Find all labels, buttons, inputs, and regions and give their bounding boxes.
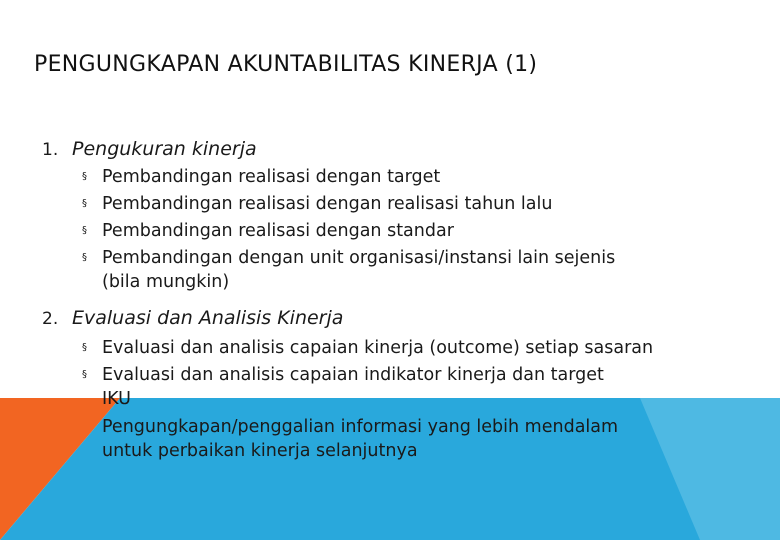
bullet-icon: § <box>82 342 87 353</box>
list-item-continuation: untuk perbaikan kinerja selanjutnya <box>102 441 418 461</box>
section-1-number: 1. <box>42 140 59 160</box>
list-item: Pembandingan realisasi dengan realisasi tahun lalu <box>102 194 553 214</box>
list-item: Evaluasi dan analisis capaian indikator kinerja dan target <box>102 365 604 385</box>
section-1-title: Pengukuran kinerja <box>72 138 257 160</box>
list-item-continuation: (bila mungkin) <box>102 272 230 292</box>
bullet-icon: § <box>82 198 87 209</box>
list-item: Pembandingan realisasi dengan target <box>102 167 441 187</box>
list-item-continuation: IKU <box>102 389 131 409</box>
list-item: Pembandingan realisasi dengan standar <box>102 221 454 241</box>
list-item: Pembandingan dengan unit organisasi/instansi lain sejenis <box>102 248 616 268</box>
bullet-icon: § <box>82 225 87 236</box>
list-item: Pengungkapan/penggalian informasi yang lebih mendalam <box>102 417 619 437</box>
section-2-number: 2. <box>42 309 59 329</box>
list-item: Evaluasi dan analisis capaian kinerja (outcome) setiap sasaran <box>102 338 654 358</box>
bullet-icon: § <box>82 369 87 380</box>
bullet-icon: § <box>82 252 87 263</box>
bullet-icon: § <box>82 171 87 182</box>
slide-title: PENGUNGKAPAN AKUNTABILITAS KINERJA (1) <box>34 52 538 77</box>
section-2-title: Evaluasi dan Analisis Kinerja <box>72 307 344 329</box>
